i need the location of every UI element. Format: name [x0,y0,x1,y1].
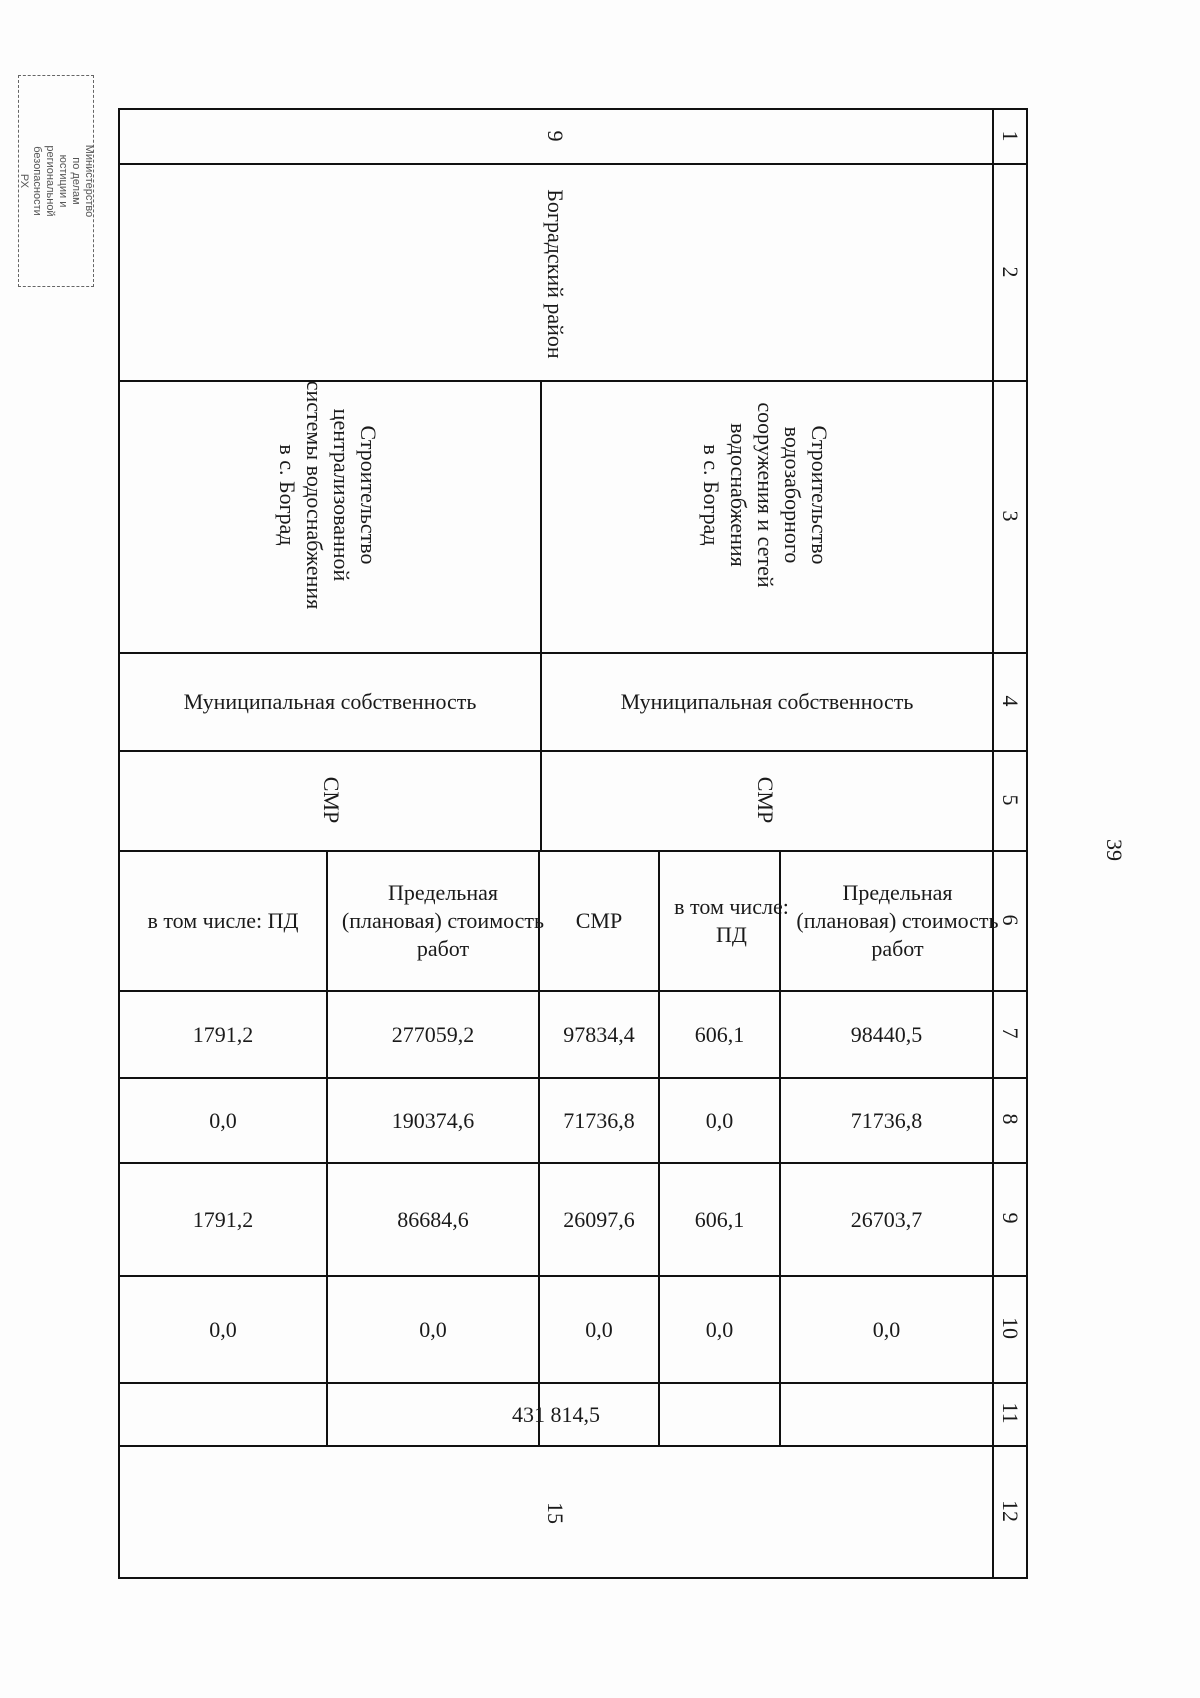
col6-header: в том числе: ПД [147,908,299,933]
col6-header: Предельная (плановая) стоимость работ [341,880,545,961]
value-cell: 98440,5 [850,1021,923,1047]
column-number: 2 [998,266,1024,278]
value-cell: 0,0 [209,1316,237,1342]
column-number: 1 [998,130,1024,142]
registration-stamp [18,75,94,287]
value-cell: 277059,2 [391,1021,475,1047]
work-type-label: СМР [319,776,345,824]
value-cell: 606,1 [694,1206,745,1232]
row-number: 9 [543,130,569,142]
page-number: 39 [1102,839,1128,861]
column-number: 8 [998,1113,1024,1125]
total-value: 431 814,5 [512,1401,600,1427]
col12-value: 15 [543,1502,569,1524]
value-cell: 1791,2 [192,1206,254,1232]
ownership-label: Муниципальная собственность [620,689,914,714]
column-number: 6 [998,914,1024,926]
value-cell: 0,0 [705,1107,734,1133]
project-name: Строительство водозаборного сооружения и сетей водоснабжения в с. Боград [699,402,833,588]
col6-header: Предельная (плановая) стоимость работ [796,880,999,961]
value-cell: 0,0 [872,1316,901,1342]
column-number: 7 [998,1027,1024,1039]
col6-header: СМР [575,908,623,933]
project-name: Строительство централизованной системы водоснабжения в с. Боград [275,380,381,610]
value-cell: 606,1 [694,1021,745,1047]
value-cell: 0,0 [585,1316,613,1342]
value-cell: 0,0 [419,1316,447,1342]
district-name: Боградский район [543,189,569,359]
column-number: 5 [998,794,1024,806]
column-number: 11 [998,1402,1024,1424]
column-number: 10 [998,1317,1024,1339]
col6-header: в том числе: ПД [674,894,789,947]
value-cell: 26703,7 [850,1206,923,1232]
column-number: 9 [998,1212,1024,1224]
work-type-label: СМР [753,776,779,824]
value-cell: 0,0 [209,1107,237,1133]
value-cell: 71736,8 [850,1107,923,1133]
value-cell: 97834,4 [563,1021,635,1047]
value-cell: 86684,6 [397,1206,469,1232]
column-number: 4 [998,695,1024,707]
value-cell: 190374,6 [391,1107,475,1133]
column-number: 3 [998,510,1024,522]
stamp-text: Министерство по делам юстиции и региональной безопасности РХ [18,144,95,218]
column-number: 12 [998,1500,1024,1522]
value-cell: 71736,8 [563,1107,635,1133]
value-cell: 0,0 [705,1316,734,1342]
value-cell: 1791,2 [192,1021,254,1047]
value-cell: 26097,6 [563,1206,635,1232]
ownership-label: Муниципальная собственность [183,689,477,714]
